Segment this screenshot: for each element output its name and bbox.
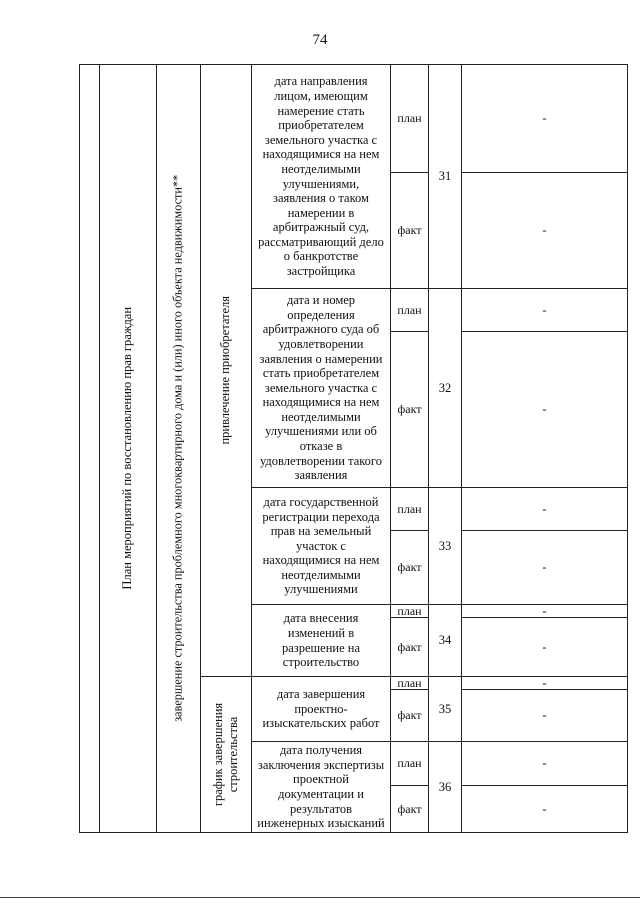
plan-value: - <box>542 603 547 618</box>
row-36-plan-label <box>391 742 428 785</box>
row-36-fact-value <box>462 786 627 832</box>
plan-label: план <box>397 501 422 516</box>
row-31-desc-text: дата направления лицом, имеющим намерение стать приобретателем земельного участка с находящимися на нем неотделимыми улучшениями, заявления о таком намерении в арбитражный суд, рассматривающий дело о банкротстве застройщика <box>258 74 384 279</box>
row-33-desc <box>252 488 390 604</box>
row-number: 32 <box>438 380 452 395</box>
row-number: 34 <box>438 633 452 648</box>
plan-title: План мероприятий по восстановлению прав граждан <box>120 306 135 590</box>
row-32-fact-value <box>462 332 627 487</box>
row-34-desc <box>252 605 390 676</box>
row-34-plan-label <box>391 605 428 617</box>
fact-label: факт <box>397 223 422 238</box>
fact-value: - <box>542 639 547 654</box>
row-36-plan-value <box>462 742 627 785</box>
fact-value: - <box>542 708 547 723</box>
row-36-number <box>429 742 461 832</box>
fact-label: факт <box>397 560 422 575</box>
row-35-desc-text: дата завершения проектно-изыскательских работ <box>262 687 380 731</box>
fact-label: факт <box>397 801 422 816</box>
row-number: 35 <box>438 701 452 716</box>
page-bottom-rule <box>0 897 640 898</box>
row-33-fact-label <box>391 531 428 604</box>
row-33-fact-value <box>462 531 627 604</box>
group-attract-label: привлечение приобретателя <box>218 295 233 445</box>
table-border-right <box>627 64 628 833</box>
plan-value: - <box>542 756 547 771</box>
row-35-plan-value <box>462 677 627 689</box>
row-32-fact-label <box>391 332 428 487</box>
row-number: 36 <box>438 779 452 794</box>
plan-label: план <box>397 756 422 771</box>
row-35-fact-value <box>462 690 627 741</box>
plan-value: - <box>542 111 547 126</box>
table-border-left <box>79 64 80 833</box>
group-schedule-line2: строительства <box>225 716 240 793</box>
row-31-fact-value <box>462 173 627 288</box>
row-35-desc <box>252 677 390 741</box>
row-35-fact-label <box>391 690 428 741</box>
row-31-fact-label <box>391 173 428 288</box>
fact-value: - <box>542 402 547 417</box>
row-33-number <box>429 488 461 604</box>
row-34-desc-text: дата внесения изменений в разрешение на строительство <box>282 611 360 670</box>
fact-value: - <box>542 801 547 816</box>
group-schedule-line1: график завершения <box>211 702 226 807</box>
row-34-fact-label <box>391 618 428 676</box>
row-32-desc <box>252 289 390 487</box>
row-32-plan-label <box>391 289 428 331</box>
group-schedule-cell <box>200 677 251 832</box>
row-35-number <box>429 677 461 741</box>
group-attract-cell <box>200 64 251 676</box>
row-32-plan-value <box>462 289 627 331</box>
row-33-plan-label <box>391 488 428 530</box>
group-schedule-label <box>211 703 240 806</box>
row-32-desc-text: дата и номер определения арбитражного суда об удовлетворении заявления о намерении стать приобретателем земельного участка с находящимися на нем неотделимыми улучшениями или об отказе в удовлетворении такого заявления <box>259 293 383 483</box>
row-34-fact-value <box>462 618 627 676</box>
plan-value: - <box>542 675 547 690</box>
row-36-desc-text: дата получения заключения экспертизы проектной документации и результатов инженерных изысканий <box>257 743 385 831</box>
fact-value: - <box>542 560 547 575</box>
row-33-desc-text: дата государственной регистрации перехода прав на земельный участок с находящимися на нем неотделимыми улучшениями <box>262 494 380 597</box>
row-31-plan-label <box>391 65 428 172</box>
row-36-fact-label <box>391 786 428 832</box>
row-34-plan-value <box>462 605 627 617</box>
row-31-plan-value <box>462 65 627 172</box>
row-31-number <box>429 65 461 288</box>
row-32-number <box>429 289 461 487</box>
plan-label: план <box>397 111 422 126</box>
fact-label: факт <box>397 402 422 417</box>
plan-label: план <box>397 603 422 618</box>
row-number: 33 <box>438 538 452 553</box>
row-36-desc <box>252 742 390 832</box>
stage-title: завершение строительства проблемного многоквартирного дома и (или) иного объекта недвижимости** <box>170 174 185 722</box>
plan-label: план <box>397 302 422 317</box>
plan-title-cell <box>99 64 156 832</box>
row-31-desc <box>252 65 390 288</box>
row-34-number <box>429 605 461 676</box>
row-33-plan-value <box>462 488 627 530</box>
stage-cell <box>156 64 200 832</box>
row-35-plan-label <box>391 677 428 689</box>
row-number: 31 <box>438 169 452 184</box>
plan-value: - <box>542 302 547 317</box>
plan-label: план <box>397 675 422 690</box>
table-border-bottom <box>79 832 628 833</box>
fact-value: - <box>542 223 547 238</box>
page-number: 74 <box>312 32 328 48</box>
fact-label: факт <box>397 708 422 723</box>
fact-label: факт <box>397 639 422 654</box>
plan-value: - <box>542 501 547 516</box>
